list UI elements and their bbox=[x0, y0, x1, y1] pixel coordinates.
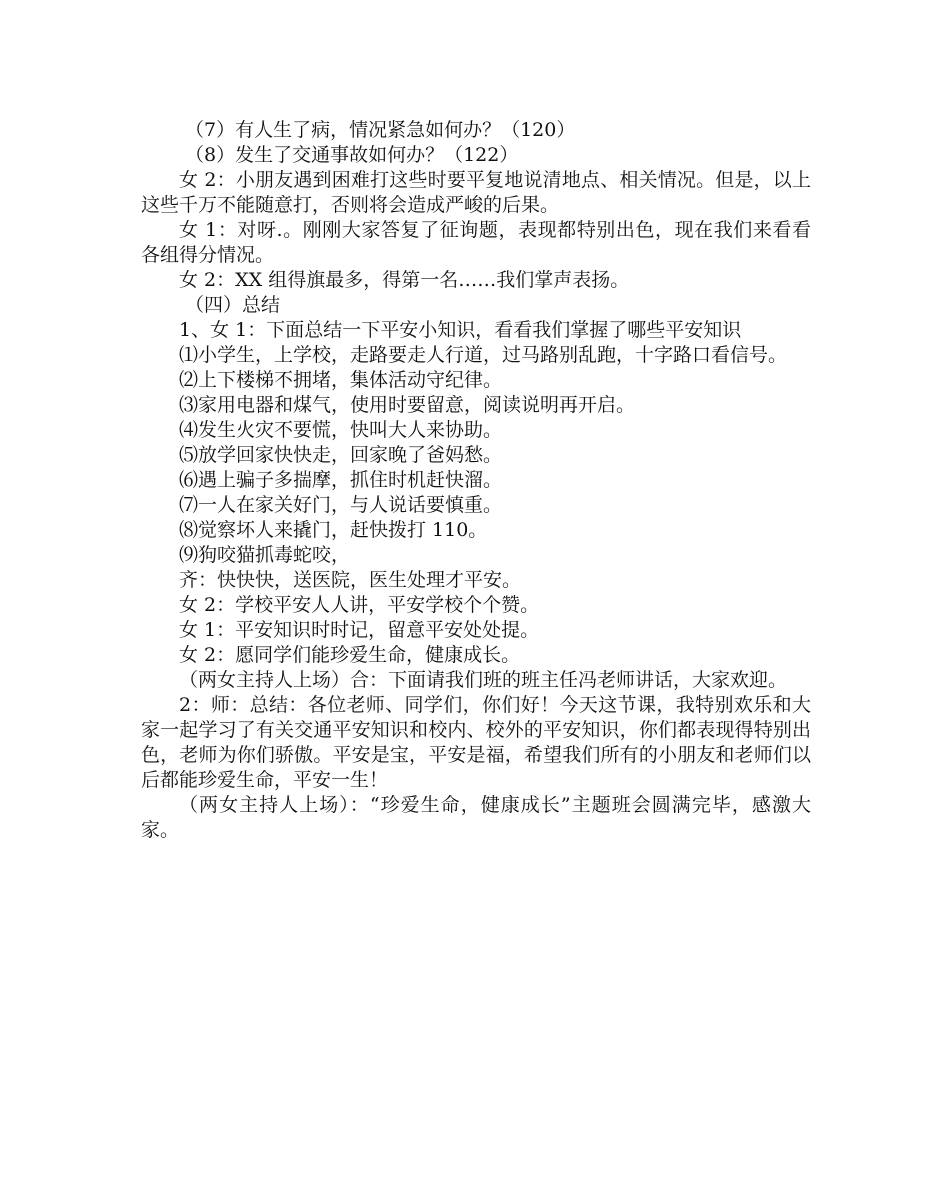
list-item: ⑸放学回家快快走，回家晚了爸妈愁。 bbox=[179, 444, 503, 466]
list-item: ⑵上下楼梯不拥堵，集体活动守纪律。 bbox=[179, 369, 503, 391]
paragraph: 1、女 1：下面总结一下平安小知识，看看我们掌握了哪些平安知识 bbox=[179, 319, 742, 341]
paragraph: 女 1：平安知识时时记，留意平安处处提。 bbox=[179, 619, 540, 641]
document-page bbox=[141, 118, 811, 843]
paragraph: （8）发生了交通事故如何办？（122） bbox=[185, 144, 519, 166]
paragraph: 女 2：小朋友遇到困难打这些时要平复地说清地点、相关情况。但是，以上这些千万不能随意打，否则将会造成严峻的后果。 bbox=[141, 169, 811, 216]
list-item: ⑶家用电器和煤气，使用时要留意，阅读说明再开启。 bbox=[179, 394, 636, 416]
paragraph: 2：师：总结：各位老师、同学们，你们好！今天这节课，我特别欢乐和大家一起学习了有关交通平安知识和校内、校外的平安知识，你们都表现得特别出色，老师为你们骄傲。平安是宝，平安是福，希望我们所有的小朋友和老师们以后都能珍爱生命，平安一生！ bbox=[141, 694, 811, 791]
list-item: ⑻觉察坏人来撬门，赶快拨打 110。 bbox=[179, 519, 488, 541]
list-item: ⑼狗咬猫抓毒蛇咬， bbox=[179, 544, 351, 566]
paragraph: 女 1：对呀.。刚刚大家答复了征询题，表现都特别出色，现在我们来看看各组得分情况。 bbox=[141, 219, 811, 266]
paragraph: （两女主持人上场）：“珍爱生命，健康成长”主题班会圆满完毕，感激大家。 bbox=[141, 794, 811, 841]
paragraph: 女 2：学校平安人人讲，平安学校个个赞。 bbox=[179, 594, 540, 616]
section-heading: （四）总结 bbox=[185, 294, 281, 316]
list-item: ⑺一人在家关好门，与人说话要慎重。 bbox=[179, 494, 503, 516]
paragraph: （两女主持人上场）合：下面请我们班的班主任冯老师讲话，大家欢迎。 bbox=[179, 669, 788, 691]
list-item: ⑷发生火灾不要慌，快叫大人来协助。 bbox=[179, 419, 503, 441]
list-item: ⑹遇上骗子多揣摩，抓住时机赶快溜。 bbox=[179, 469, 503, 491]
paragraph: （7）有人生了病，情况紧急如何办？（120） bbox=[185, 119, 576, 141]
paragraph: 女 2：XX 组得旗最多，得第一名……我们掌声表扬。 bbox=[179, 269, 630, 291]
paragraph: 女 2：愿同学们能珍爱生命，健康成长。 bbox=[179, 644, 521, 666]
list-item: ⑴小学生，上学校，走路要走人行道，过马路别乱跑，十字路口看信号。 bbox=[179, 344, 788, 366]
paragraph: 齐：快快快，送医院，医生处理才平安。 bbox=[179, 569, 522, 591]
